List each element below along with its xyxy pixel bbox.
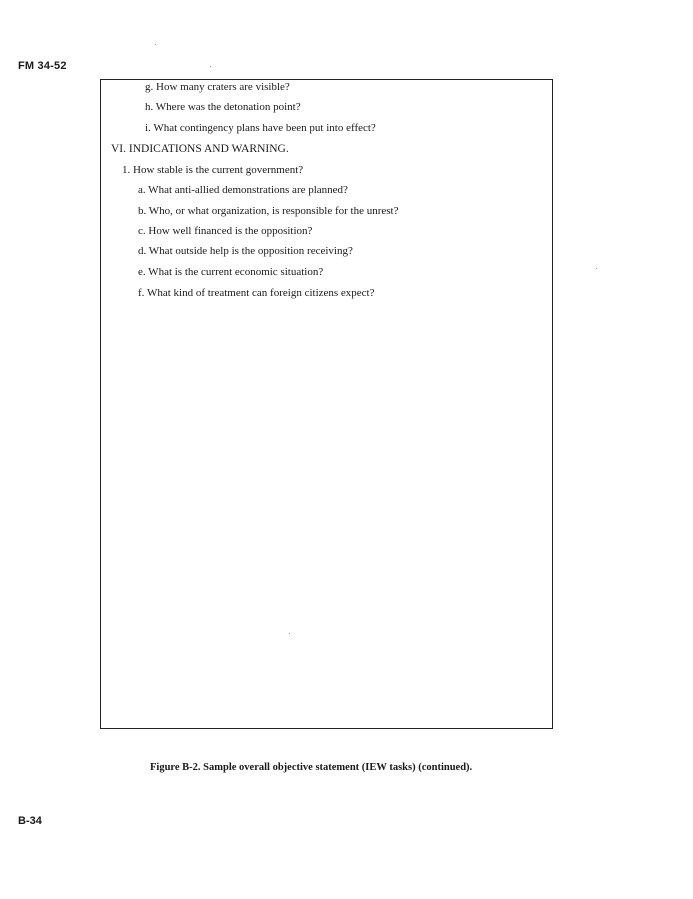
question-1: 1. How stable is the current government? — [122, 164, 304, 176]
list-item-h: h. Where was the detonation point? — [145, 101, 301, 113]
list-item-e: e. What is the current economic situation? — [138, 266, 324, 278]
scan-speck — [596, 268, 597, 269]
section-heading-vi: VI. INDICATIONS AND WARNING. — [111, 143, 289, 155]
scan-speck — [155, 44, 156, 45]
list-item-c: c. How well financed is the opposition? — [138, 225, 313, 237]
scan-speck — [289, 633, 290, 634]
scan-speck — [210, 66, 211, 67]
document-code: FM 34-52 — [18, 60, 67, 72]
figure-frame — [100, 79, 553, 729]
list-item-d: d. What outside help is the opposition receiving? — [138, 245, 353, 257]
list-item-g: g. How many craters are visible? — [145, 81, 290, 93]
page-number: B-34 — [18, 815, 42, 827]
list-item-a: a. What anti-allied demonstrations are planned? — [138, 184, 348, 196]
list-item-b: b. Who, or what organization, is responsible for the unrest? — [138, 205, 399, 217]
figure-caption: Figure B-2. Sample overall objective statement (IEW tasks) (continued). — [150, 762, 473, 773]
list-item-i: i. What contingency plans have been put into effect? — [145, 122, 376, 134]
list-item-f: f. What kind of treatment can foreign citizens expect? — [138, 287, 375, 299]
